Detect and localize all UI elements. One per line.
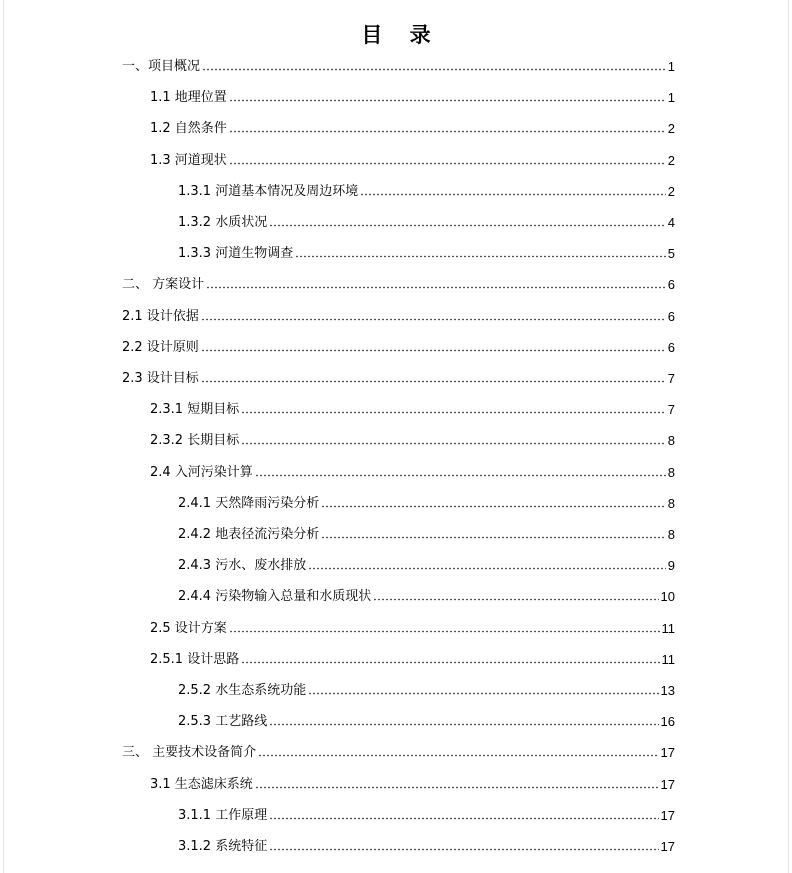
toc-entry-label: 2.3.2 长期目标 xyxy=(150,433,240,449)
toc-dot-leader xyxy=(229,161,666,166)
toc-entry[interactable] xyxy=(150,88,675,108)
toc-dot-leader xyxy=(321,504,666,509)
toc-entry[interactable] xyxy=(150,619,675,639)
toc-dot-leader xyxy=(241,441,666,446)
toc-entry[interactable] xyxy=(178,681,675,701)
toc-entry-label: 2.5 设计方案 xyxy=(150,620,227,636)
toc-entry-label: 2.5.2 水生态系统功能 xyxy=(178,683,307,698)
toc-page-number: 7 xyxy=(667,402,675,418)
toc-dot-leader xyxy=(258,753,658,758)
toc-page-number: 9 xyxy=(667,558,675,574)
toc-page-number: 8 xyxy=(667,464,675,480)
toc-entry[interactable] xyxy=(122,275,675,295)
toc-entry[interactable] xyxy=(178,556,675,576)
toc-entry-label: 1.3.3 河道生物调查 xyxy=(178,246,294,262)
toc-entry-label: 2.4.2 地表径流污染分析 xyxy=(178,527,320,542)
toc-page-number: 2 xyxy=(667,152,675,168)
toc-page-number: 16 xyxy=(660,714,675,730)
toc-page-number: 2 xyxy=(667,121,675,137)
toc-entry-label: 1.3.2 水质状况 xyxy=(178,215,268,230)
toc-title: 目 录 xyxy=(361,23,441,47)
toc-page-number: 13 xyxy=(660,683,675,698)
toc-dot-leader xyxy=(269,722,658,727)
toc-entry-label: 2.5.3 工艺路线 xyxy=(178,714,268,730)
toc-entry-label: 三、 主要技术设备简介 xyxy=(122,745,257,761)
toc-entry[interactable] xyxy=(150,119,675,139)
toc-page-number: 1 xyxy=(667,90,675,106)
toc-entry[interactable] xyxy=(150,775,675,795)
toc-entry[interactable] xyxy=(122,57,675,77)
toc-page-number: 11 xyxy=(661,651,675,667)
toc-entry[interactable] xyxy=(178,494,675,514)
toc-entry-label: 1.1 地理位置 xyxy=(150,90,227,106)
toc-entry[interactable] xyxy=(150,650,675,670)
page-left-border xyxy=(3,0,4,873)
toc-page-number: 10 xyxy=(660,589,675,605)
toc-dot-leader xyxy=(241,660,659,665)
toc-page-number: 6 xyxy=(667,339,675,355)
toc-dot-leader xyxy=(373,597,658,602)
page-right-border xyxy=(788,0,789,873)
toc-dot-leader xyxy=(360,192,666,197)
toc-entry-label: 1.2 自然条件 xyxy=(150,121,227,137)
toc-dot-leader xyxy=(229,98,666,103)
toc-dot-leader xyxy=(229,629,660,634)
toc-dot-leader xyxy=(206,285,666,290)
toc-dot-leader xyxy=(269,223,666,228)
toc-entry-label: 3.1 生态滤床系统 xyxy=(150,776,253,792)
toc-page-number: 17 xyxy=(660,839,675,854)
toc-dot-leader xyxy=(308,566,666,571)
toc-entry[interactable] xyxy=(178,587,675,607)
toc-page-number: 6 xyxy=(667,277,675,293)
toc-entry[interactable] xyxy=(150,151,675,171)
toc-dot-leader xyxy=(255,785,659,790)
toc-entry-label: 2.3 设计目标 xyxy=(122,371,199,386)
toc-entry[interactable] xyxy=(178,837,675,857)
toc-page-number: 8 xyxy=(667,527,675,542)
toc-page-number: 17 xyxy=(660,745,675,761)
toc-dot-leader xyxy=(255,473,666,478)
toc-page-number: 6 xyxy=(667,308,675,324)
toc-entry-label: 2.3.1 短期目标 xyxy=(150,402,240,418)
toc-entry[interactable] xyxy=(178,712,675,732)
toc-entry[interactable] xyxy=(178,182,675,202)
toc-page-number: 8 xyxy=(667,495,675,511)
toc-entry-label: 2.4 入河污染计算 xyxy=(150,464,253,480)
toc-entry-label: 1.3.1 河道基本情况及周边环境 xyxy=(178,183,359,199)
toc-dot-leader xyxy=(202,67,666,72)
toc-entry-label: 2.5.1 设计思路 xyxy=(150,651,240,667)
toc-dot-leader xyxy=(269,816,658,821)
toc-entry-label: 3.1.1 工作原理 xyxy=(178,807,268,823)
toc-entry[interactable] xyxy=(178,525,675,545)
toc-entry-label: 2.1 设计依据 xyxy=(122,308,199,324)
toc-dot-leader xyxy=(201,348,666,353)
toc-page-number: 17 xyxy=(660,776,675,792)
toc-entry[interactable] xyxy=(150,431,675,451)
toc-entry[interactable] xyxy=(150,463,675,483)
toc-entry-label: 二、 方案设计 xyxy=(122,277,205,293)
toc-page-number: 5 xyxy=(667,246,675,262)
toc-entry-label: 3.1.2 系统特征 xyxy=(178,839,268,854)
toc-dot-leader xyxy=(321,535,666,540)
toc-dot-leader xyxy=(308,691,658,696)
toc-entry[interactable] xyxy=(122,307,675,327)
toc-dot-leader xyxy=(269,847,658,852)
toc-dot-leader xyxy=(295,254,666,259)
toc-entry[interactable] xyxy=(150,400,675,420)
toc-entry-label: 2.4.3 污水、废水排放 xyxy=(178,558,307,574)
toc-entry-label: 2.4.1 天然降雨污染分析 xyxy=(178,495,320,511)
toc-entry[interactable] xyxy=(178,806,675,826)
toc-page-number: 8 xyxy=(667,433,675,449)
toc-page-number: 17 xyxy=(660,807,675,823)
toc-dot-leader xyxy=(201,379,666,384)
toc-page-number: 1 xyxy=(667,59,675,74)
toc-entry[interactable] xyxy=(178,244,675,264)
toc-page-number: 4 xyxy=(667,215,675,230)
toc-entry-label: 一、项目概况 xyxy=(122,59,201,74)
toc-entry[interactable] xyxy=(122,338,675,358)
toc-entry-label: 2.2 设计原则 xyxy=(122,339,199,355)
toc-entry[interactable] xyxy=(178,213,675,233)
toc-entry[interactable] xyxy=(122,369,675,389)
toc-dot-leader xyxy=(229,129,666,134)
toc-page-number: 11 xyxy=(661,620,675,636)
toc-page-number: 7 xyxy=(667,371,675,386)
toc-page-number: 2 xyxy=(667,183,675,199)
toc-entry-label: 2.4.4 污染物输入总量和水质现状 xyxy=(178,589,372,605)
toc-dot-leader xyxy=(241,410,666,415)
toc-entry[interactable] xyxy=(122,743,675,763)
toc-entry-label: 1.3 河道现状 xyxy=(150,152,227,168)
toc-dot-leader xyxy=(201,317,666,322)
